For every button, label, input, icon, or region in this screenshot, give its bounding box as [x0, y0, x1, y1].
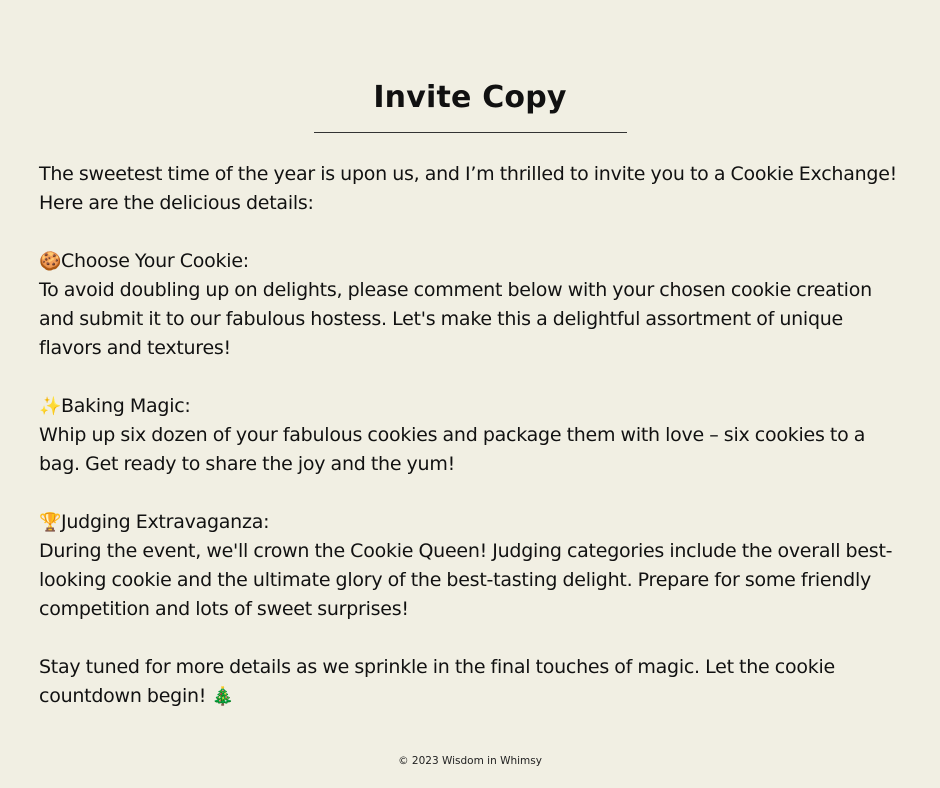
page-title: Invite Copy: [373, 80, 567, 115]
title-divider: [314, 132, 627, 133]
section-body: To avoid doubling up on delights, please comment below with your chosen cookie creation and submit it to our fabulous hostess. Let's make this a delightful assortment of unique flavors and textures!: [39, 279, 872, 359]
section-body: Whip up six dozen of your fabulous cookies and package them with love – six cookies to a bag. Get ready to share the joy and the yum!: [39, 424, 866, 475]
copyright-footer: © 2023 Wisdom in Whimsy: [398, 755, 542, 767]
invite-body: [39, 160, 909, 711]
section-heading-label: Choose Your Cookie:: [61, 250, 249, 272]
sparkles-icon: ✨: [39, 396, 62, 417]
intro-paragraph: The sweetest time of the year is upon us, and I’m thrilled to invite you to a Cookie Exchange! Here are the delicious details:: [39, 163, 898, 214]
closing-paragraph: [39, 653, 909, 711]
christmas-tree-icon: 🎄: [211, 686, 234, 707]
section-heading-label: Baking Magic:: [61, 395, 191, 417]
section-heading-label: Judging Extravaganza:: [61, 511, 270, 533]
section-heading: [39, 247, 909, 276]
section-heading: [39, 508, 909, 537]
closing-text: Stay tuned for more details as we sprinkle in the final touches of magic. Let the cookie countdown begin!: [39, 656, 835, 707]
trophy-icon: 🏆: [39, 512, 62, 533]
section-baking-magic: [39, 392, 909, 479]
cookie-icon: 🍪: [39, 251, 62, 272]
section-body: During the event, we'll crown the Cookie Queen! Judging categories include the overall best-looking cookie and the ultimate glory of the best-tasting delight. Prepare for some friendly competition and lots of sweet surprises!: [39, 540, 893, 620]
section-heading: [39, 392, 909, 421]
section-judging: [39, 508, 909, 624]
section-choose-cookie: [39, 247, 909, 363]
